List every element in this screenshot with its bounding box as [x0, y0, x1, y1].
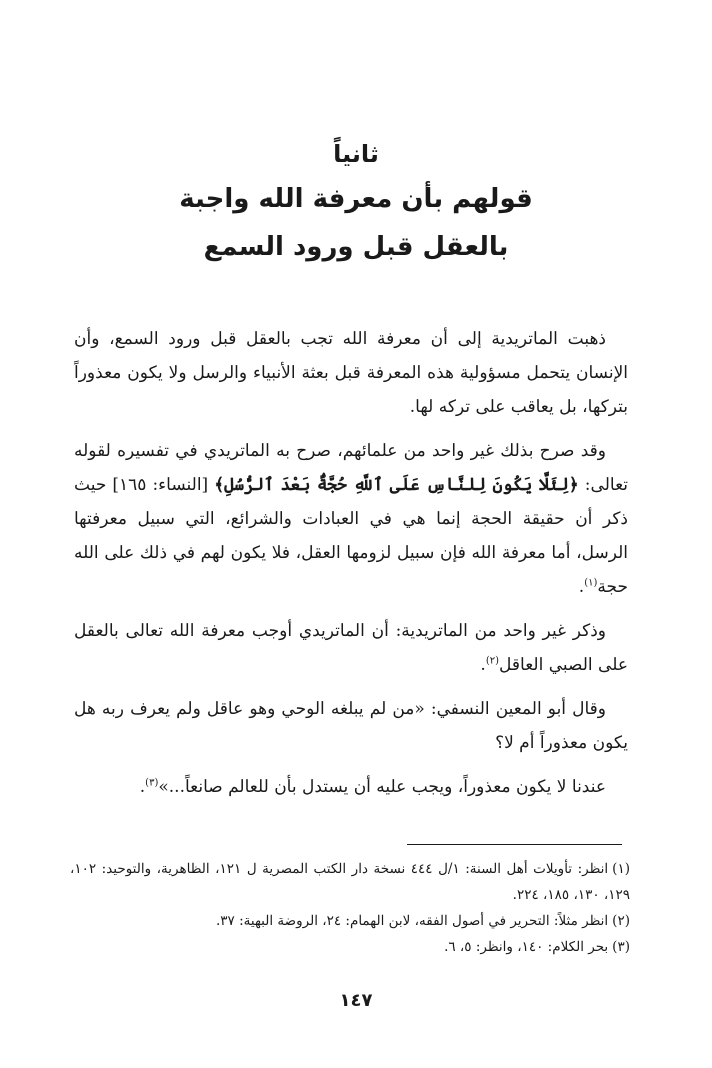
section-title-line-1: قولهم بأن معرفة الله واجبة [179, 184, 533, 214]
paragraph-2-text: حيث ذكر أن حقيقة الحجة إنما هي في العبادات والشرائع، التي سبيل معرفتها الرسل، أما معرفة الله فإن سبيل لزومها العقل، فلا يكون لهم في ذلك على الله حجة [74, 475, 628, 597]
paragraph-3-end: . [480, 655, 486, 675]
quran-verse: ﴿لِئَلَّا يَكُونَ لِلنَّاسِ عَلَى ٱللَّهِ حُجَّةٌۢ بَعْدَ ٱلرُّسُلِ﴾ [214, 475, 579, 495]
footnote-separator [407, 844, 622, 845]
footnote-text: بحر الكلام: ١٤٠، وانظر: ٥، ٦. [444, 939, 609, 955]
section-title-line-2: بالعقل قبل ورود السمع [203, 232, 509, 262]
footnote-2 [70, 908, 630, 934]
paragraph-5-text: عندنا لا يكون معذوراً، ويجب عليه أن يستدل بأن للعالم صانعاً...» [158, 777, 606, 797]
section-number-heading: ثانياً [333, 140, 379, 168]
footnotes [70, 856, 630, 960]
footnote-text: انظر مثلاً: التحرير في أصول الفقه، لابن الهمام: ٢٤، الروضة البهية: ٣٧. [216, 913, 609, 929]
page-number: ١٤٧ [339, 990, 373, 1011]
body-text [74, 322, 628, 804]
paragraph-3-text: وذكر غير واحد من الماتريدية: أن الماتريدي أوجب معرفة الله تعالى بالعقل على الصبي العاقل [74, 621, 628, 675]
footnote-ref-1[interactable]: (١) [584, 577, 598, 589]
paragraph-2-intro: وقد صرح بذلك غير واحد من علمائهم، صرح به الماتريدي في تفسيره لقوله تعالى: [74, 441, 628, 495]
paragraph-2-end: . [578, 577, 585, 597]
footnote-3 [70, 934, 630, 960]
paragraph-4: وقال أبو المعين النسفي: «من لم يبلغه الوحي وهو عاقل ولم يعرف ربه هل يكون معذوراً أم لا؟ [74, 699, 628, 753]
paragraph-1: ذهبت الماتريدية إلى أن معرفة الله تجب بالعقل قبل ورود السمع، وأن الإنسان يتحمل مسؤولية هذه المعرفة قبل بعثة الأنبياء والرسل ولا يكون معذوراً بتركها، بل يعاقب على تركه لها. [74, 329, 628, 417]
paragraph-2 [74, 434, 628, 604]
footnote-number: (١) [612, 861, 630, 877]
verse-reference: [النساء: ١٦٥] [106, 475, 215, 495]
paragraph-3 [74, 614, 628, 682]
footnote-ref-3[interactable]: (٣) [145, 777, 159, 789]
paragraph-5 [74, 770, 628, 804]
footnote-ref-2[interactable]: (٢) [485, 655, 500, 667]
footnote-number: (٣) [612, 939, 630, 955]
paragraph-5-end: . [139, 777, 146, 797]
footnote-1 [70, 856, 630, 908]
footnote-text: انظر: تأويلات أهل السنة: ١/ل ٤٤٤ نسخة دار الكتب المصرية ل ١٢١، الظاهرية، والتوحيد: ١٠٢، ١٢٩، ١٣٠، ١٨٥، ٢٢٤. [70, 861, 630, 903]
footnote-number: (٢) [612, 913, 630, 929]
